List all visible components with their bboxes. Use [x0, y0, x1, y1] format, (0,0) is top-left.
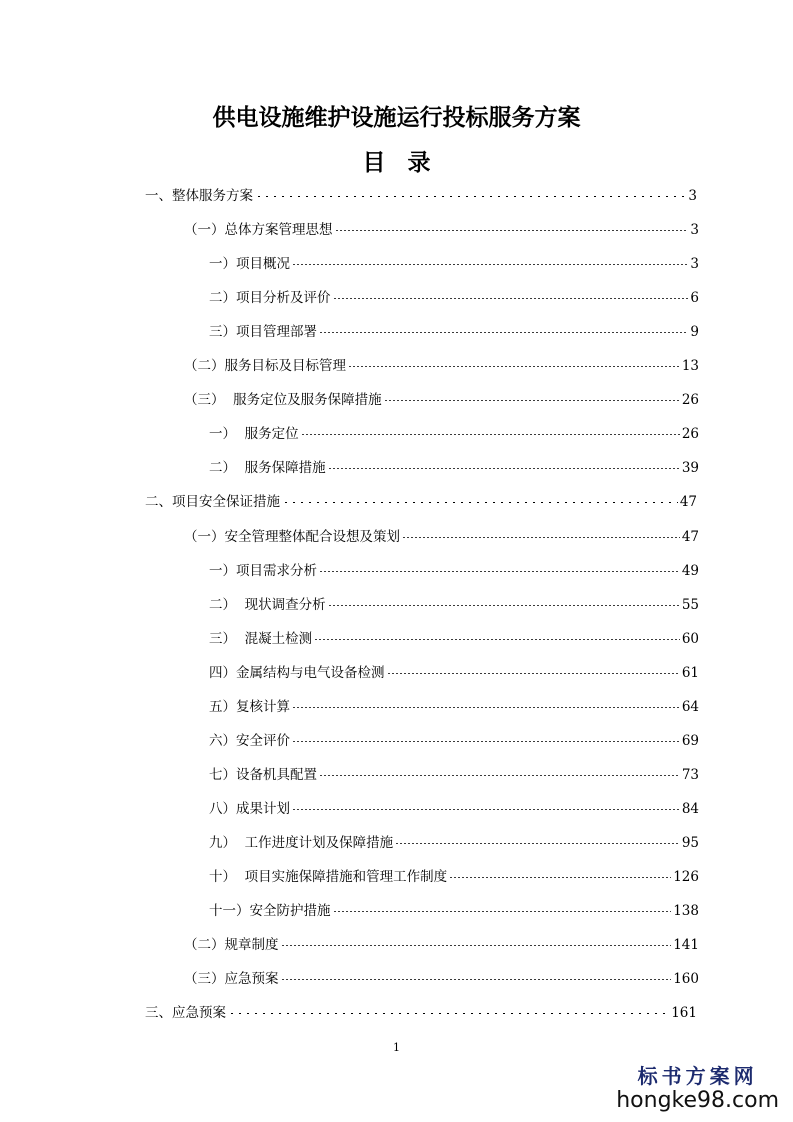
toc-entry-label: （一）安全管理整体配合设想及策划	[184, 529, 400, 545]
toc-entry[interactable]	[184, 390, 699, 410]
page-number: 1	[393, 1041, 400, 1054]
toc-entry[interactable]	[209, 288, 699, 308]
toc-entry-label: （三）应急预案	[184, 971, 279, 987]
toc-entry-label: （二）规章制度	[184, 937, 279, 953]
toc-entry-label: 十一）安全防护措施	[209, 903, 331, 919]
toc-entry[interactable]	[209, 799, 699, 819]
toc-entry-label: 三） 混凝土检测	[209, 631, 313, 647]
toc-entry-page: 95	[681, 835, 699, 851]
toc-entry[interactable]	[209, 458, 699, 478]
toc-entry[interactable]	[184, 527, 699, 547]
toc-entry[interactable]	[209, 731, 699, 751]
toc-entry-page: 6	[690, 290, 699, 306]
toc-entry-page: 3	[690, 256, 699, 272]
dot-leader	[319, 571, 680, 572]
watermark-url: hongke98.com	[616, 1088, 779, 1113]
toc-entry[interactable]	[184, 935, 699, 955]
dot-leader	[319, 332, 688, 333]
toc-entry-page: 161	[671, 1005, 697, 1021]
toc-entry-label: 九） 工作进度计划及保障措施	[209, 835, 394, 851]
toc-entry-page: 13	[681, 358, 699, 374]
toc-entry-page: 39	[681, 460, 699, 476]
toc-entry-page: 55	[681, 597, 699, 613]
toc-entry-page: 49	[681, 563, 699, 579]
dot-leader	[281, 945, 672, 946]
dot-leader	[314, 639, 680, 640]
dot-leader	[292, 741, 680, 742]
toc-entry-page: 47	[679, 494, 697, 510]
toc-entry[interactable]	[145, 186, 697, 206]
dot-leader	[292, 809, 680, 810]
toc-entry[interactable]	[209, 322, 699, 342]
toc-entry-page: 126	[673, 869, 699, 885]
toc-entry-label: 二） 服务保障措施	[209, 460, 326, 476]
toc-entry[interactable]	[209, 254, 699, 274]
dot-leader	[395, 843, 680, 844]
document-title: 供电设施维护设施运行投标服务方案	[212, 105, 581, 131]
dot-leader	[328, 468, 680, 469]
dot-leader	[348, 366, 680, 367]
toc-entry[interactable]	[209, 663, 699, 683]
dot-leader	[387, 673, 680, 674]
toc-entry[interactable]	[184, 220, 699, 240]
toc-entry[interactable]	[209, 595, 699, 615]
toc-entry-page: 84	[681, 801, 699, 817]
dot-leader	[281, 979, 672, 980]
toc-entry[interactable]	[209, 833, 699, 853]
dot-leader	[402, 537, 680, 538]
toc-entry[interactable]	[209, 901, 699, 921]
toc-entry[interactable]	[209, 697, 699, 717]
dot-leader	[255, 196, 686, 197]
toc-entry-label: 三）项目管理部署	[209, 324, 317, 340]
dot-leader	[228, 1013, 669, 1014]
dot-leader	[328, 605, 680, 606]
toc-entry-label: 四）金属结构与电气设备检测	[209, 665, 385, 681]
toc-entry-label: 一、整体服务方案	[145, 188, 253, 204]
toc-entry-label: 一）项目需求分析	[209, 563, 317, 579]
dot-leader	[292, 264, 688, 265]
toc-entry[interactable]	[145, 1003, 697, 1023]
dot-leader	[333, 911, 672, 912]
toc-entry-label: 二、项目安全保证措施	[145, 494, 280, 510]
dot-leader	[301, 434, 680, 435]
dot-leader	[282, 502, 678, 503]
toc-entry-label: 二）项目分析及评价	[209, 290, 331, 306]
toc-entry[interactable]	[209, 561, 699, 581]
toc-entry-label: 二） 现状调查分析	[209, 597, 326, 613]
toc-entry-page: 73	[681, 767, 699, 783]
dot-leader	[319, 775, 680, 776]
dot-leader	[449, 877, 671, 878]
toc-entry-label: （一）总体方案管理思想	[184, 222, 333, 238]
toc-entry-page: 61	[681, 665, 699, 681]
toc-entry-label: 七）设备机具配置	[209, 767, 317, 783]
toc-entry-label: 一）项目概况	[209, 256, 290, 272]
toc-entry-page: 47	[681, 529, 699, 545]
toc-entry[interactable]	[145, 492, 697, 512]
toc-entry-label: （三） 服务定位及服务保障措施	[184, 392, 382, 408]
watermark	[616, 1064, 779, 1114]
toc-entry[interactable]	[184, 356, 699, 376]
toc-entry-label: 三、应急预案	[145, 1005, 226, 1021]
toc-entry-label: 八）成果计划	[209, 801, 290, 817]
toc-entry-label: 五）复核计算	[209, 699, 290, 715]
toc-entry-page: 64	[681, 699, 699, 715]
toc-entry[interactable]	[209, 867, 699, 887]
toc-entry-page: 60	[681, 631, 699, 647]
toc-entry-page: 3	[690, 222, 699, 238]
dot-leader	[333, 298, 689, 299]
toc-entry-page: 141	[673, 937, 699, 953]
toc-entry[interactable]	[209, 765, 699, 785]
toc-entry[interactable]	[209, 424, 699, 444]
watermark-brand: 标书方案网	[637, 1064, 758, 1088]
toc-entry[interactable]	[209, 629, 699, 649]
toc-entry-label: （二）服务目标及目标管理	[184, 358, 346, 374]
toc-entry-label: 六）安全评价	[209, 733, 290, 749]
toc-entry-page: 69	[681, 733, 699, 749]
toc-entry-page: 26	[681, 392, 699, 408]
toc-heading: 目录	[362, 150, 453, 176]
toc-entry-page: 3	[688, 188, 697, 204]
toc-entry-page: 160	[673, 971, 699, 987]
dot-leader	[384, 400, 680, 401]
toc-entry[interactable]	[184, 969, 699, 989]
dot-leader	[292, 707, 680, 708]
toc-entry-label: 一） 服务定位	[209, 426, 299, 442]
toc-entry-label: 十） 项目实施保障措施和管理工作制度	[209, 869, 448, 885]
toc-entry-page: 138	[673, 903, 699, 919]
toc-entry-page: 9	[690, 324, 699, 340]
toc-entry-page: 26	[681, 426, 699, 442]
dot-leader	[335, 230, 689, 231]
